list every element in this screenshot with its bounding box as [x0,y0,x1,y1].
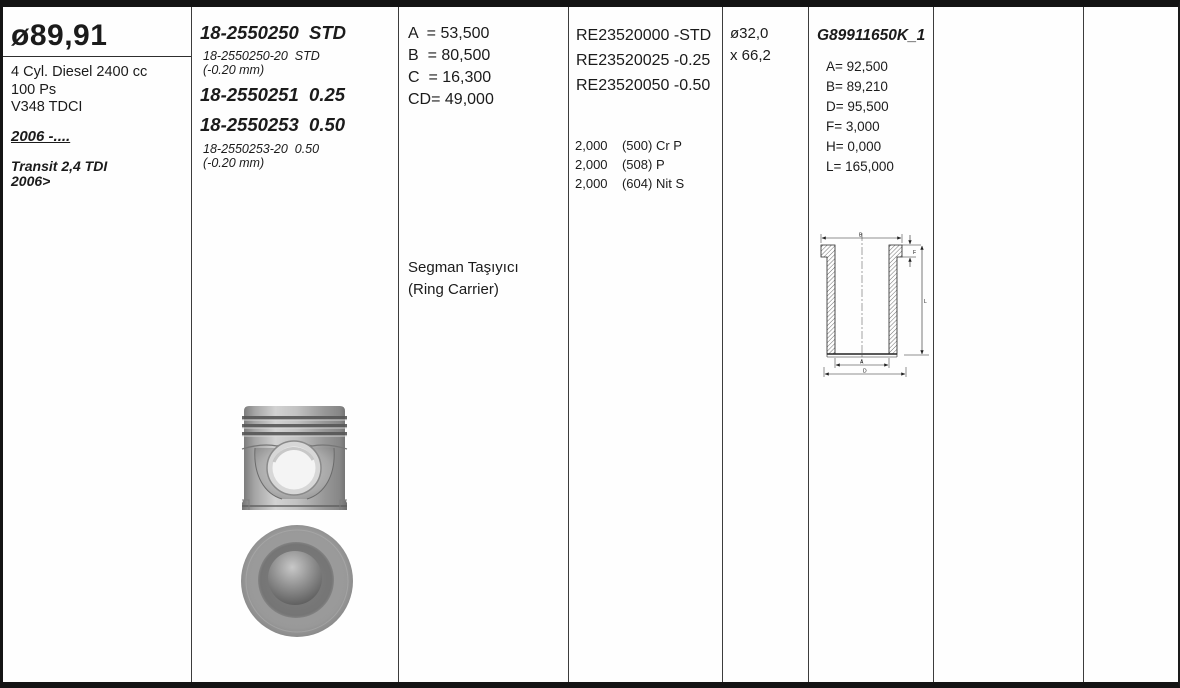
drawing-label-bottom-inner: A [860,359,864,366]
ring-code: RE23520025 -0.25 [576,52,711,69]
bore-header [3,7,191,57]
cell-piston-pin [723,7,809,682]
dimension-row: A = 53,500 [408,25,490,42]
cell-ring-set [569,7,723,682]
drawing-label-bottom-outer: D [863,368,867,375]
liner-dim: D= 95,500 [826,99,889,114]
cell-piston-part-numbers [192,7,399,682]
part-number: 18-2550251 0.25 [200,84,346,105]
cell-empty-2 [1084,7,1178,682]
year-range: 2006 -.... [11,127,71,145]
ring-carrier-note [408,257,519,301]
bore-diameter: ø89,91 [11,19,108,52]
engine-line: 4 Cyl. Diesel 2400 cc [11,64,148,80]
part-number-sub: 18-2550250-20 STD [203,49,320,63]
part-number-sub: 18-2550253-20 0.50 [203,142,320,156]
pin-diameter: ø32,0 [730,25,769,42]
part-number: 18-2550253 0.50 [200,114,346,135]
pin-length: x 66,2 [730,47,771,64]
dimension-row: CD= 49,000 [408,91,494,108]
cell-engine-spec [3,7,192,682]
catalog-table [3,7,1178,682]
ring-code: RE23520000 -STD [576,27,712,44]
liner-dim: B= 89,210 [826,79,888,94]
pin-size [723,7,808,67]
ring-spec-list [575,136,684,193]
dimension-row: B = 80,500 [408,47,491,64]
ring-spec: 2,000 (500) Cr P [575,138,682,153]
cell-piston-dimensions [399,7,569,682]
part-number-note: (-0.20 mm) [203,156,265,170]
ring-spec: 2,000 (604) Nit S [575,176,685,191]
ring-carrier-turkish: Segman Taşıyıcı [408,259,519,276]
drawing-label-flange: F [913,250,917,256]
liner-dim: H= 0,000 [826,139,882,154]
engine-line: V348 TDCI [11,99,83,115]
drawing-label-top-width: B [859,232,863,239]
vehicle-model [11,159,183,189]
part-number-note: (-0.20 mm) [203,63,265,77]
ring-set-codes [569,7,722,98]
engine-description [3,57,191,117]
engine-line: 100 Ps [11,81,57,98]
liner-dimension-list [826,57,933,177]
drawing-label-length: L [924,299,927,305]
cell-empty-1 [934,7,1084,682]
piston-dimension-list [399,7,568,111]
ring-code: RE23520050 -0.50 [576,77,711,94]
dimension-row: C = 16,300 [408,69,492,86]
liner-code: G89911650K_1 [817,27,926,44]
ring-carrier-english: (Ring Carrier) [408,281,499,298]
part-number: 18-2550250 STD [200,22,347,43]
piston-side-view-image [237,404,352,514]
piston-top-view-image [238,521,356,643]
model-line: 2006> [11,172,51,189]
liner-dim: A= 92,500 [826,59,888,74]
cylinder-liner-drawing [809,229,934,384]
model-line: Transit 2,4 TDI [11,157,108,174]
liner-dim: L= 165,000 [826,159,894,174]
cell-cylinder-liner [809,7,934,682]
liner-dim: F= 3,000 [826,119,880,134]
ring-spec: 2,000 (508) P [575,157,665,172]
